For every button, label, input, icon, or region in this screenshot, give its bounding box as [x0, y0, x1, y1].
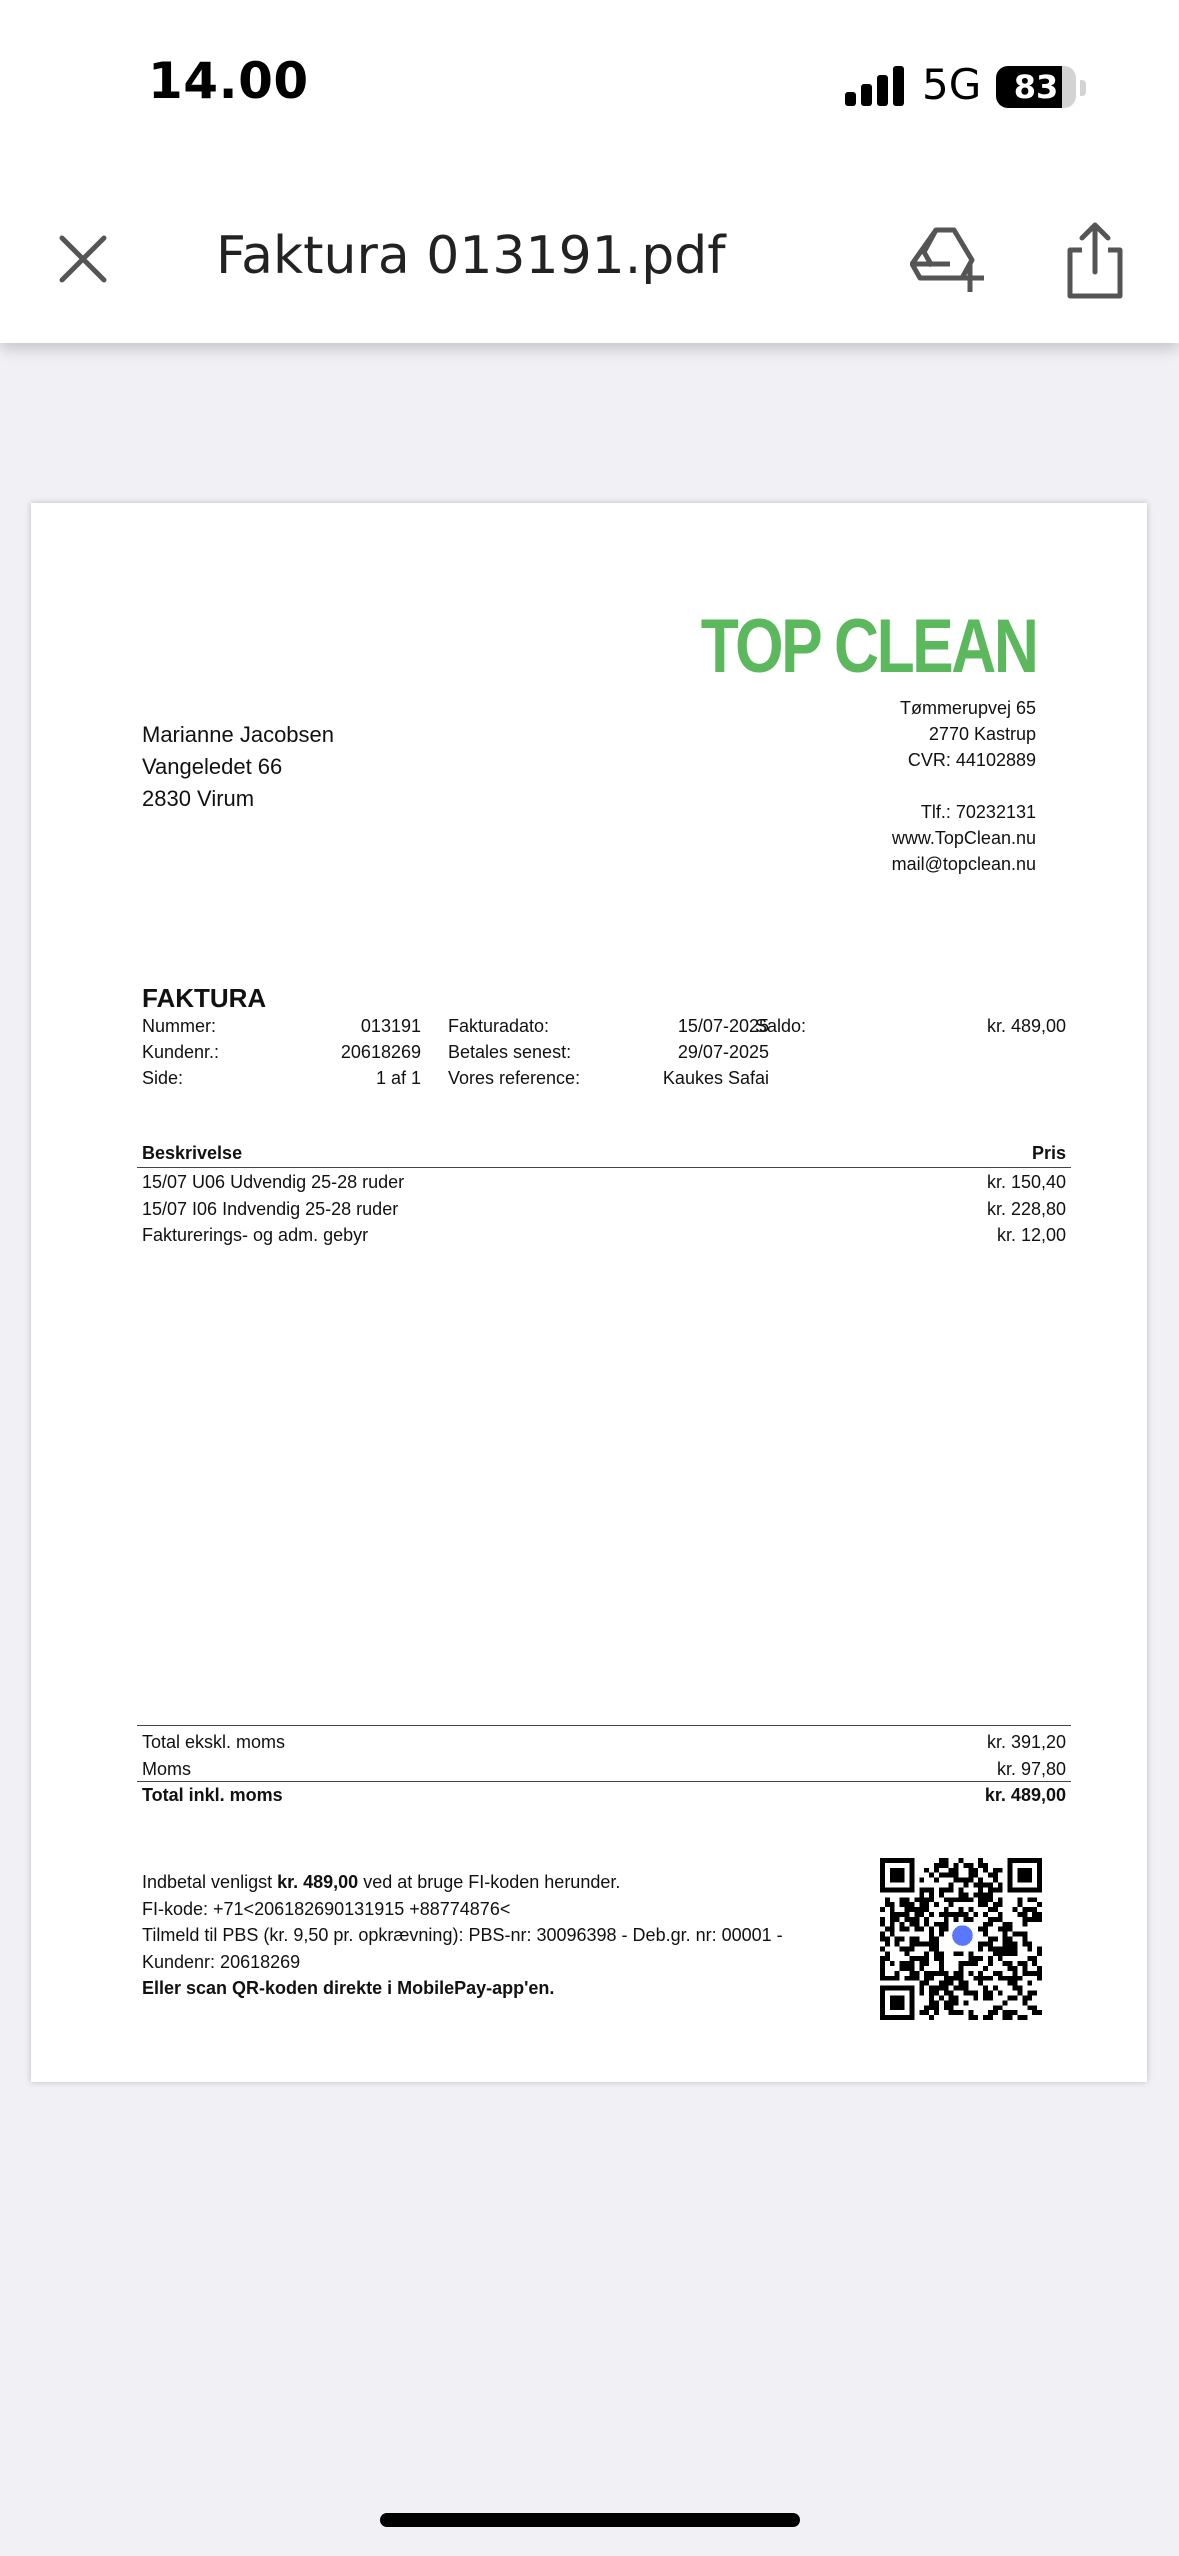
close-icon	[52, 228, 114, 290]
add-to-drive-icon	[910, 222, 990, 294]
totals-divider-bottom	[137, 1781, 1071, 1782]
line-price: kr. 228,80	[986, 1198, 1066, 1219]
close-button[interactable]	[52, 228, 114, 290]
fi-code: FI-kode: +71<206182690131915 +88774876<	[142, 1898, 511, 1919]
side-label: Side:	[142, 1068, 184, 1088]
home-indicator[interactable]	[380, 2513, 800, 2527]
recipient-name: Marianne Jacobsen	[142, 722, 335, 747]
payment-suffix: ved at bruge FI-koden herunder.	[358, 1872, 621, 1892]
table-row	[142, 1196, 1066, 1223]
cellular-signal-icon	[845, 64, 905, 106]
reference-value: Kaukes Safai	[662, 1068, 769, 1088]
header-divider	[137, 1167, 1071, 1168]
line-description: 15/07 I06 Indvendig 25-28 ruder	[142, 1198, 399, 1219]
sender-web: www.TopClean.nu	[891, 828, 1036, 848]
moms-value: kr. 97,80	[996, 1758, 1066, 1779]
share-button[interactable]	[1060, 220, 1130, 300]
pbs-customer-number: Kundenr: 20618269	[142, 1951, 301, 1972]
battery-icon	[996, 66, 1076, 108]
sender-cvr: CVR: 44102889	[907, 750, 1036, 770]
totals-divider-top	[137, 1725, 1071, 1726]
side-value: 1 af 1	[375, 1068, 421, 1088]
status-time: 14.00	[148, 52, 309, 110]
app-header	[0, 0, 1179, 343]
add-to-drive-button[interactable]	[910, 222, 990, 294]
table-row	[142, 1169, 1066, 1196]
pbs-info: Tilmeld til PBS (kr. 9,50 pr. opkrævning): PBS-nr: 30096398 - Deb.gr. nr: 00001 -	[142, 1925, 783, 1945]
company-logo: TOP CLEAN	[700, 604, 1036, 689]
total-excl-value: kr. 391,20	[986, 1732, 1066, 1752]
saldo-label: Saldo:	[755, 1016, 807, 1036]
recipient-address	[142, 719, 334, 815]
battery-terminal	[1080, 80, 1086, 96]
line-description: Fakturerings- og adm. gebyr	[142, 1225, 369, 1245]
meta-labels-col1	[142, 1013, 219, 1091]
total-incl-value: kr. 489,00	[984, 1785, 1066, 1805]
network-type: 5G	[922, 60, 982, 109]
share-icon	[1060, 220, 1130, 300]
sender-phone: Tlf.: 70232131	[920, 802, 1036, 822]
total-incl-row	[142, 1782, 1066, 1809]
sender-city: 2770 Kastrup	[928, 724, 1036, 744]
meta-values-col2	[591, 1013, 769, 1091]
pdf-page	[31, 503, 1147, 2082]
nummer-value: 013191	[360, 1016, 421, 1036]
total-excl-label: Total ekskl. moms	[142, 1732, 286, 1752]
battery-percentage: 83	[1013, 68, 1059, 106]
nummer-label: Nummer:	[142, 1016, 217, 1036]
fakturadato-value: 15/07-2025	[677, 1016, 769, 1036]
betales-label: Betales senest:	[448, 1042, 572, 1062]
kundenr-label: Kundenr.:	[142, 1042, 220, 1062]
invoice-title: FAKTURA	[142, 983, 267, 1013]
recipient-city: 2830 Virum	[142, 786, 255, 811]
line-price: kr. 150,40	[986, 1172, 1066, 1192]
sender-street: Tømmerupvej 65	[899, 698, 1036, 718]
mobilepay-qr-code	[880, 1858, 1042, 2020]
kundenr-value: 20618269	[340, 1042, 421, 1062]
meta-values-col3	[891, 1013, 1066, 1039]
mobilepay-instruction: Eller scan QR-koden direkte i MobilePay-app'en.	[142, 1978, 555, 1998]
payment-amount: kr. 489,00	[277, 1872, 359, 1892]
line-description: 15/07 U06 Udvendig 25-28 ruder	[142, 1172, 405, 1192]
sender-email: mail@topclean.nu	[891, 854, 1036, 874]
payment-prefix: Indbetal venligst	[142, 1872, 278, 1892]
price-column-header: Pris	[1031, 1143, 1066, 1163]
reference-label: Vores reference:	[448, 1068, 581, 1088]
recipient-street: Vangeledet 66	[142, 754, 283, 779]
saldo-value: kr. 489,00	[986, 1016, 1066, 1036]
fakturadato-label: Fakturadato:	[448, 1016, 550, 1036]
line-price: kr. 12,00	[996, 1225, 1066, 1245]
invoice-lines	[142, 1169, 1066, 1249]
totals-block	[142, 1729, 1066, 1809]
moms-label: Moms	[142, 1758, 191, 1779]
lines-header	[142, 1143, 1066, 1164]
payment-info	[142, 1869, 862, 2002]
mobilepay-logo-icon	[952, 1925, 973, 1946]
sender-address	[892, 695, 1036, 877]
meta-labels-col2	[448, 1013, 580, 1091]
document-title: Faktura 013191.pdf	[216, 226, 726, 286]
moms-row	[142, 1756, 1066, 1783]
total-excl-row	[142, 1729, 1066, 1756]
total-incl-label: Total inkl. moms	[142, 1785, 283, 1805]
table-row	[142, 1222, 1066, 1249]
description-column-header: Beskrivelse	[142, 1143, 243, 1163]
meta-values-col1	[267, 1013, 421, 1091]
betales-value: 29/07-2025	[677, 1042, 769, 1062]
meta-labels-col3	[755, 1013, 806, 1039]
payment-line-1	[142, 1869, 862, 1896]
